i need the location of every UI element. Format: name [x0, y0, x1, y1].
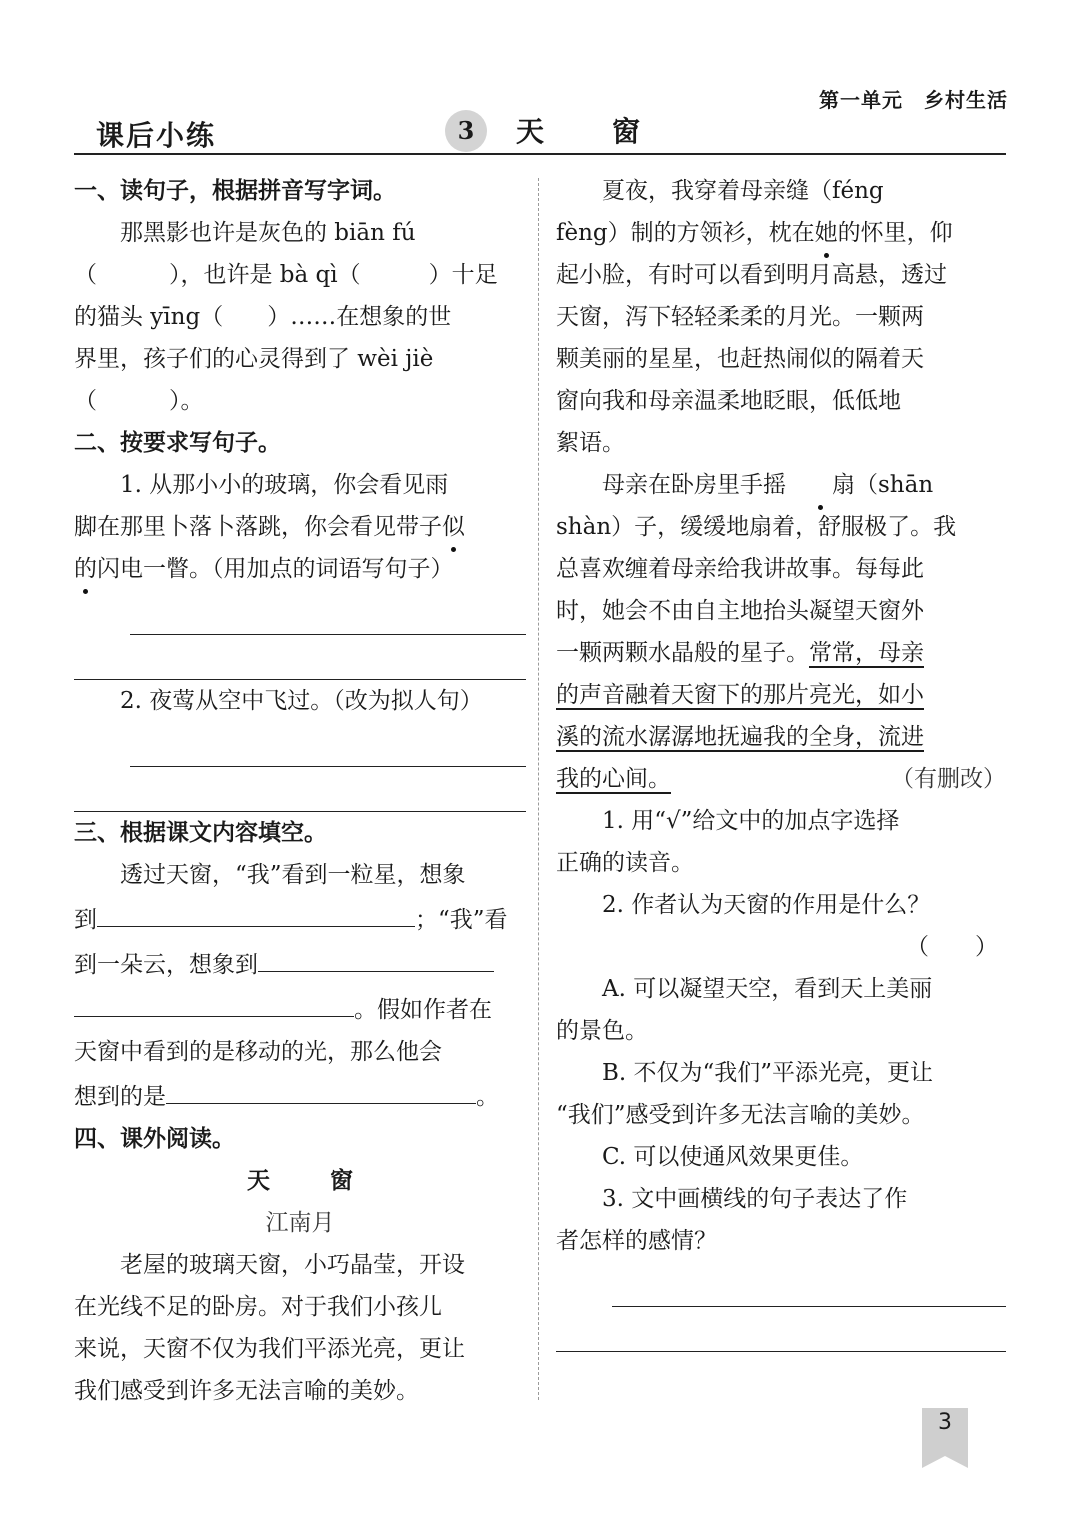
passage-line	[556, 716, 1006, 758]
brand-title: 课后小练	[96, 119, 217, 152]
passage-line: 颗美丽的星星，也赶热闹似的隔着天	[556, 346, 924, 372]
edit-note: （有删改）	[891, 766, 1006, 792]
question-1-cont: 正确的读音。	[556, 850, 694, 876]
s3-line-1: 透过天窗，“我”看到一粒星，想象	[120, 862, 466, 888]
s1-line-5: （ ）。	[74, 388, 204, 414]
s3-line-3: 到一朵云，想象到	[74, 941, 526, 986]
page-number: 3	[938, 1410, 952, 1435]
fill-blank[interactable]	[74, 986, 354, 1017]
s3-line-4: 。假如作者在	[74, 986, 526, 1031]
fill-blank[interactable]	[258, 941, 494, 972]
s3-line-5: 天窗中看到的是移动的光，那么他会	[74, 1039, 442, 1065]
passage-line: 夏夜，我穿着母亲缝（féng	[602, 178, 884, 204]
left-column	[74, 170, 526, 1412]
answer-paren[interactable]: （ ）	[906, 934, 998, 960]
answer-line[interactable]	[74, 767, 526, 812]
passage-line: 母亲在卧房里手摇 扇（shān	[556, 464, 1006, 506]
option-c: C. 可以使通风效果更佳。	[602, 1144, 864, 1170]
column-divider	[538, 178, 539, 1400]
option-a: A. 可以凝望天空，看到天上美丽	[602, 976, 933, 1002]
s2-q1-line-2: 脚在那里卜落卜落跳，你会看见带子似	[74, 506, 526, 548]
question-1: 1. 用“√”给文中的加点字选择	[602, 808, 900, 834]
s2-q1-line-1: 1. 从那小小的玻璃，你会看见雨	[120, 472, 449, 498]
answer-line[interactable]	[612, 1262, 1006, 1307]
question-3-cont: 者怎样的感情？	[556, 1228, 717, 1254]
underlined-sentence: 溪的流水潺潺地抚遍我的全身，流进	[556, 724, 924, 750]
passage-line: 起小脸，有时可以看到明月高悬，透过	[556, 262, 947, 288]
lesson-title: 天窗	[516, 115, 709, 148]
s1-line-1: 那黑影也许是灰色的 biān fú	[120, 220, 416, 246]
passage-line	[556, 758, 1006, 800]
option-b-cont: “我们”感受到许多无法言喻的美妙。	[556, 1102, 925, 1128]
underlined-sentence: 的声音融着天窗下的那片亮光，如小	[556, 682, 924, 708]
passage-line: 絮语。	[556, 430, 625, 456]
s1-line-3: 的猫头 yīng（ ）……在想象的世	[74, 304, 452, 330]
passage-line: 天窗，泻下轻轻柔柔的月光。一颗两	[556, 304, 924, 330]
fill-blank[interactable]	[166, 1073, 476, 1104]
section-4-title: 四、课外阅读。	[74, 1125, 235, 1152]
header-rule	[74, 153, 1006, 155]
passage-author: 江南月	[265, 1210, 335, 1236]
answer-line[interactable]	[130, 590, 526, 635]
question-3: 3. 文中画横线的句子表达了作	[602, 1186, 908, 1212]
answer-line[interactable]	[130, 722, 526, 767]
s1-line-2: （ ），也许是 bà qì（ ）十足	[74, 262, 498, 288]
fill-blank[interactable]	[97, 896, 415, 927]
passage-line: shàn）子，缓缓地扇着，舒服极了。我	[556, 514, 957, 540]
passage-title: 天窗	[247, 1167, 413, 1194]
s2-q2: 2. 夜莺从空中飞过。（改为拟人句）	[120, 688, 483, 714]
s3-line-2: 到 ；“我”看	[74, 896, 526, 941]
passage-line: 一颗两颗水晶般的星子。常常，母亲	[556, 640, 924, 666]
option-b: B. 不仅为“我们”平添光亮，更让	[602, 1060, 934, 1086]
section-3-title: 三、根据课文内容填空。	[74, 819, 327, 846]
s3-line-6: 想到的是 。	[74, 1073, 526, 1118]
passage-line: 总喜欢缠着母亲给我讲故事。每每此	[556, 556, 924, 582]
unit-label: 第一单元 乡村生活	[819, 88, 1008, 112]
answer-line[interactable]	[556, 1307, 1006, 1352]
s1-line-4: 界里，孩子们的心灵得到了 wèi jiè	[74, 346, 434, 372]
lesson-number-badge: 3	[445, 110, 487, 152]
section-1-title: 一、读句子，根据拼音写字词。	[74, 177, 396, 204]
passage-line: fèng）制的方领衫，枕在她的怀里，仰	[556, 212, 1006, 254]
passage-line: 我们感受到许多无法言喻的美妙。	[74, 1378, 419, 1404]
section-2-title: 二、按要求写句子。	[74, 429, 281, 456]
underlined-sentence: 我的心间。	[556, 766, 671, 792]
passage-line: 来说，天窗不仅为我们平添光亮，更让	[74, 1336, 465, 1362]
question-2: 2. 作者认为天窗的作用是什么？	[602, 892, 931, 918]
right-column	[556, 170, 1006, 1352]
underlined-sentence: 常常，母亲	[809, 640, 924, 666]
passage-line: 窗向我和母亲温柔地眨眼，低低地	[556, 388, 901, 414]
passage-line: 时，她会不由自主地抬头凝望天窗外	[556, 598, 924, 624]
option-a-cont: 的景色。	[556, 1018, 648, 1044]
s2-q1-line-3: 的闪电一瞥。（用加点的词语写句子）	[74, 548, 526, 590]
passage-line	[556, 674, 1006, 716]
passage-line: 老屋的玻璃天窗，小巧晶莹，开设	[120, 1252, 465, 1278]
passage-line: 在光线不足的卧房。对于我们小孩儿	[74, 1294, 442, 1320]
answer-line[interactable]	[74, 635, 526, 680]
